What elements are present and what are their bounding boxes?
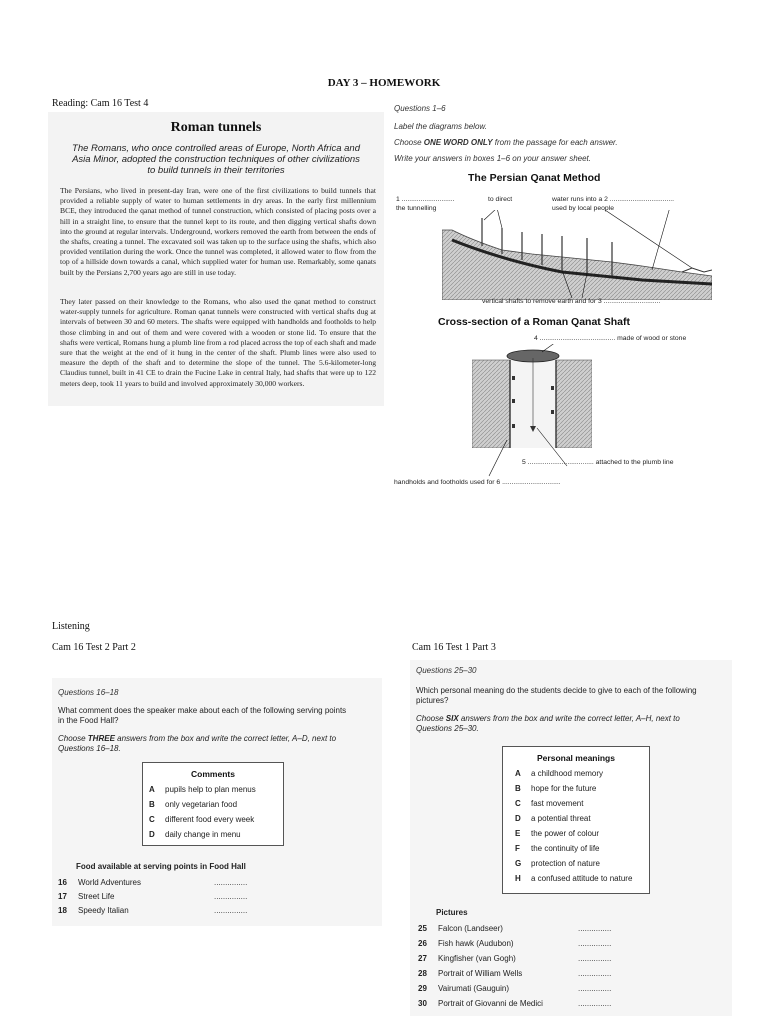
comments-box (142, 762, 284, 846)
shaft-pointer-lines (487, 420, 607, 480)
q1-6-heading: Questions 1–6 (394, 104, 446, 113)
answer-blank-18[interactable]: ............... (214, 906, 248, 915)
q16-18-heading: Questions 16–18 (58, 688, 119, 697)
label-5: 5 ................................... attached to the plumb line (522, 459, 674, 466)
listening-label: Listening (52, 621, 90, 632)
meaning-option: F the continuity of life (515, 844, 600, 853)
answer-blank-28[interactable]: ............... (578, 969, 612, 978)
q25-30-heading: Questions 25–30 (416, 666, 477, 675)
comments-title: Comments (191, 769, 235, 779)
picture-item-26: 26 Fish hawk (Audubon) (418, 939, 514, 948)
left-test-label: Cam 16 Test 2 Part 2 (52, 642, 136, 653)
q1-6-instruction-3: Write your answers in boxes 1–6 on your answer sheet. (394, 154, 591, 163)
personal-meanings-box (502, 746, 650, 894)
diagram-1-title: The Persian Qanat Method (468, 172, 601, 184)
label-3: vertical shafts to remove earth and for 3 .............................. (482, 298, 661, 305)
picture-item-29: 29 Vairumati (Gauguin) (418, 984, 509, 993)
food-item-17: 17 Street Life (58, 892, 115, 901)
picture-item-25: 25 Falcon (Landseer) (418, 924, 503, 933)
answer-blank-27[interactable]: ............... (578, 954, 612, 963)
diagram-2-title: Cross-section of a Roman Qanat Shaft (438, 316, 630, 328)
picture-item-30: 30 Portrait of Giovanni de Medici (418, 999, 543, 1008)
q1-6-instruction-2: Choose ONE WORD ONLY from the passage for each answer. (394, 138, 618, 147)
meaning-option: G protection of nature (515, 859, 600, 868)
meaning-option: D a potential threat (515, 814, 591, 823)
q25-30-instruction: Choose SIX answers from the box and write the correct letter, A–H, next to Questions 25–30. (416, 714, 680, 733)
meaning-option: B hope for the future (515, 784, 597, 793)
comment-option: B only vegetarian food (149, 800, 238, 809)
answer-blank-30[interactable]: ............... (578, 999, 612, 1008)
answer-blank-26[interactable]: ............... (578, 939, 612, 948)
comment-option: C different food every week (149, 815, 255, 824)
answer-blank-17[interactable]: ............... (214, 892, 248, 901)
q16-18-instruction: Choose THREE answers from the box and write the correct letter, A–D, next to Questions 16–18. (58, 734, 337, 753)
meaning-option: C fast movement (515, 799, 584, 808)
label-6: handholds and footholds used for 6 ............................... (394, 479, 561, 486)
reading-label: Reading: Cam 16 Test 4 (52, 98, 149, 109)
questions-1-6-panel (392, 100, 722, 492)
pictures-list-title: Pictures (436, 908, 468, 917)
label-2-sub: used by local people (552, 205, 614, 212)
food-item-18: 18 Speedy Italian (58, 906, 129, 915)
passage-paragraph-2: They later passed on their knowledge to the Romans, who also used the qanat method to construct water-supply tunnels for agriculture. Roman qanat tunnels were constructed with vertical shafts dug at intervals of between 30 and 60 meters. The shafts were equipped with handholds and footholds to help those climbing in and out of them and were covered with a wooden or stone lid. To ensure that the shafts were vertical, Romans hung a plumb line from a rod placed across the top of each shaft and made sure that the weight at the end of it hung in the center of the shaft. Plumb lines were also used to measure the depth of the shaft and to determine the slope of the tunnel. The 5.6-kilometer-long Claudius tunnel, built in 41 CE to drain the Fucine Lake in central Italy, had shafts that were up to 122 meters deep, took 11 years to build and involved approximately 30,000 workers. (60, 297, 376, 388)
q1-6-instruction-1: Label the diagrams below. (394, 122, 487, 131)
label-4: 4 ........................................ made of wood or stone (534, 335, 687, 342)
q25-30-question: Which personal meaning do the students decide to give to each of the following pictures? (416, 686, 697, 705)
answer-blank-16[interactable]: ............... (214, 878, 248, 887)
reading-passage-scan (48, 112, 384, 406)
meaning-option: H a confused attitude to nature (515, 874, 633, 883)
picture-item-28: 28 Portrait of William Wells (418, 969, 523, 978)
persian-qanat-diagram (442, 210, 712, 300)
label-1-to-direct: to direct (488, 196, 513, 203)
personal-meanings-title: Personal meanings (537, 753, 615, 763)
right-test-label: Cam 16 Test 1 Part 3 (412, 642, 496, 653)
comment-option: D daily change in menu (149, 830, 241, 839)
passage-title: Roman tunnels (170, 120, 262, 135)
q16-18-question: What comment does the speaker make about each of the following serving points in the Food Hall? (58, 706, 347, 725)
label-1: 1 ............................ (396, 196, 455, 203)
passage-paragraph-1: The Persians, who lived in present-day Iran, were one of the first civilizations to build tunnels that provided a reliable supply of water to human settlements in dry areas. In the early first millennium BCE, they introduced the qanat method of tunnel construction, which consisted of placing posts over a hill in a straight line, to ensure that the tunnel kept to its route, and then digging vertical shafts down into the ground at regular intervals. Underground, workers removed the earth from between the ends of the shafts, creating a tunnel. The excavated soil was taken up to the surface using the shafts, which also provided ventilation during the work. Once the tunnel was completed, it allowed water to flow from the top of a hillside down towards a canal, which supplied water for human use. Remarkably, some qanats built by the Persians 2,700 years ago are still in use today. (60, 186, 376, 277)
meaning-option: E the power of colour (515, 829, 600, 838)
questions-16-18-panel (52, 678, 382, 926)
questions-25-30-panel (410, 660, 732, 1016)
food-list-title: Food available at serving points in Food Hall (76, 862, 246, 871)
picture-item-27: 27 Kingfisher (van Gogh) (418, 954, 516, 963)
answer-blank-29[interactable]: ............... (578, 984, 612, 993)
passage-subtitle: The Romans, who once controlled areas of Europe, North Africa and Asia Minor, adopted the construction techniques of other civilizations to build tunnels in their territories (72, 143, 360, 176)
label-1-sub: the tunnelling (396, 205, 437, 212)
page-title: DAY 3 – HOMEWORK (327, 77, 441, 89)
food-item-16: 16 World Adventures (58, 878, 141, 887)
label-2: water runs into a 2 .................................. (552, 196, 675, 203)
meaning-option: A a childhood memory (515, 769, 604, 778)
answer-blank-25[interactable]: ............... (578, 924, 612, 933)
comment-option: A pupils help to plan menus (149, 785, 256, 794)
